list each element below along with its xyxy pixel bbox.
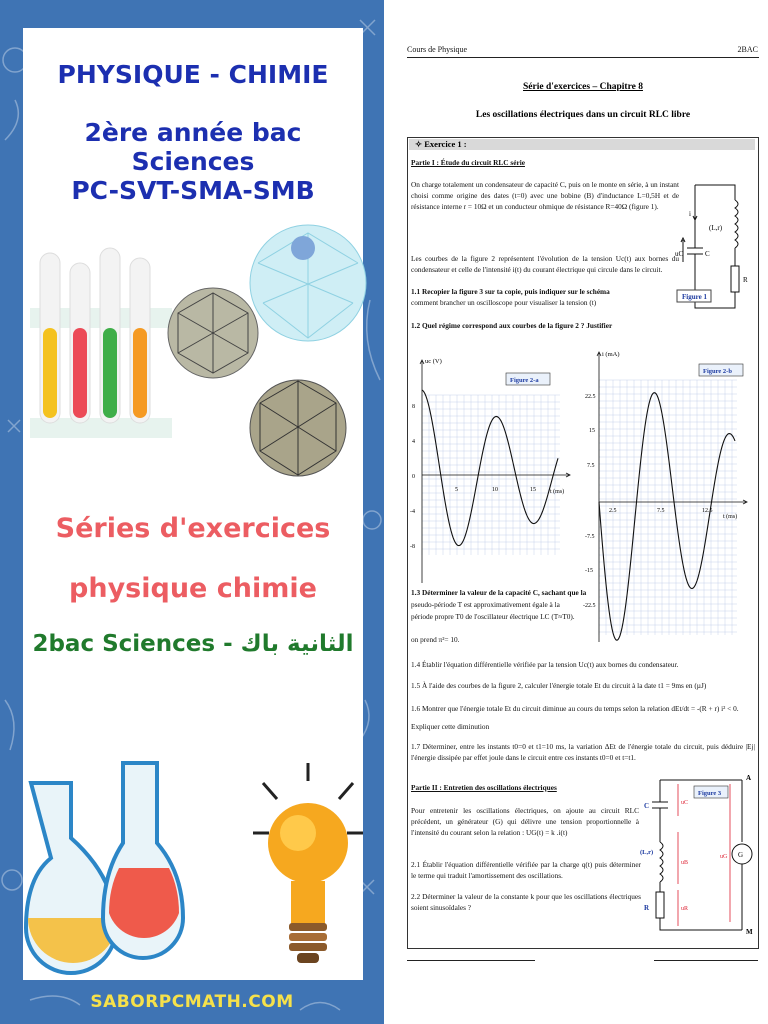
figure-2b-label: Figure 2-b [703,368,732,375]
graph-b-xtick: 7.5 [657,508,665,514]
doc-subtitle: Les oscillations électriques dans un circuit RLC libre [475,110,691,120]
graph-b-ytick: 7.5 [587,463,595,469]
test-tubes-icon [28,238,178,468]
graph-a-xtick: 10 [492,487,498,493]
label-g: G [738,851,744,859]
graph-a-ytick: 8 [412,404,415,410]
node-m: M [746,928,753,936]
graph-2b [583,350,757,645]
part2-title: Partie II : Entretien des oscillations électriques [411,783,557,792]
question-1-4: 1.4 Établir l'équation différentielle vérifiée par la tension Uc(t) aux bornes du condensateur. [411,660,679,669]
flasks-icon [23,763,183,978]
graph-a-ytick: -8 [410,544,415,550]
figure-2a-label: Figure 2-a [510,377,539,384]
exercise-heading: ✧ Exercice 1 : [409,139,755,150]
cover-subtitle-line2: physique chimie [69,573,317,604]
question-1-3c: période propre T0 de l'oscillateur électrique LC (T≈T0). [411,612,575,621]
question-1-6b: Expliquer cette diminution [411,722,490,731]
graph-a-ytick: -4 [410,509,415,515]
graph-a-ytick: 0 [412,474,415,480]
cover-title-line2: 2ère année bac Sciences [84,118,302,176]
label-lr: (L,r) [709,224,723,232]
circuit-figure-3 [642,772,757,937]
graph-a-xlabel: t (ms) [550,489,565,495]
graph-b-ylabel: i (mA) [602,351,620,358]
figure-1-label: Figure 1 [682,293,707,301]
question-1-3b: pseudo-période T est approximativement égale à la [411,600,560,609]
graph-a-ytick: 4 [412,439,415,445]
label-lr3: (L,r) [640,849,654,856]
question-1-7: 1.7 Déterminer, entre les instants t0=0 et t1=10 ms, la variation ΔEt de l'énergie totale du circuit, puis déduire |Ej| l'énergie dissipée par effet joule dans le circuit entre ces instants t0=0 et t=t1. [411,742,755,762]
footer-rule-left [407,960,535,961]
paragraph-3: Pour entretenir les oscillations électriques, on ajoute au circuit RLC précédent, un générateur (G) qui délivre une tension proportionnelle à l'intensité du courant selon la relation : UG(t) = k .i(t) [411,806,639,837]
label-ug3: uG [720,854,728,860]
label-uc3: uC [681,800,689,806]
graph-a-ylabel: uc (V) [425,358,442,365]
site-footer[interactable]: SABORPCMATH.COM [90,992,294,1012]
graph-b-ytick: -22.5 [583,603,596,609]
question-2-2: 2.2 Déterminer la valeur de la constante k pour que les oscillations électriques soient sinusoïdales ? [411,892,641,912]
question-1-5: 1.5 À l'aide des courbes de la figure 2, calculer l'énergie totale Et du circuit à la date t1 = 9ms en (µJ) [411,681,707,690]
document-page [390,0,768,1024]
paragraph-2: Les courbes de la figure 2 représentent l'évolution de la tension Uc(t) aux bornes du condensateur et celle de l'intensité i(t) du courant électrique qui circule dans le circuit. [411,254,679,274]
label-ub3: uB [681,860,689,866]
label-c3: C [644,802,650,810]
label-c: C [705,250,710,258]
geodesic-spheres-icon [168,253,363,503]
question-1-6: 1.6 Montrer que l'énergie totale Et du circuit diminue au cours du temps selon la relation dEt/dt = -(R + r) i² < 0. [411,704,739,713]
question-2-1: 2.1 Établir l'équation différentielle vérifiée par la charge q(t) puis déterminer le terme qui traduit l'amortissement des oscillations. [411,860,641,880]
header-left: Cours de Physique [407,45,467,54]
graph-b-xlabel: t (ms) [723,514,738,520]
graph-a-xtick: 5 [455,487,458,493]
question-1-1b: comment brancher un oscilloscope pour visualiser la tension (t) [411,298,597,307]
question-1-3a: 1.3 Déterminer la valeur de la capacité C, sachant que la [411,588,587,597]
cover-card [23,28,363,980]
graph-a-xtick: 15 [530,487,536,493]
graph-b-xtick: 12.5 [702,508,713,514]
label-ur3: uR [681,906,689,912]
cover-subtitle-line1: Séries d'exercices [55,513,331,544]
graph-b-ytick: -7.5 [585,534,595,540]
node-a: A [746,774,752,782]
cover-subtitle-line3: 2bac Sciences - الثانية باك [32,631,354,657]
graph-b-ytick: -15 [585,568,593,574]
header-rule [407,57,759,58]
graph-2a [410,355,585,585]
cover-title-line1: PHYSIQUE - CHIMIE [57,60,329,89]
paragraph-1: On charge totalement un condensateur de capacité C, puis on le monte en série, à un instant choisi comme origine des dates (t=0) avec une bobine (B) d'inductance L=0,5H et de résistance interne r = 10Ω et un conducteur ohmique de résistance R=40Ω (figure 1). [411,180,679,211]
label-r: R [743,276,748,284]
header-right: 2BAC [737,45,758,54]
cover-title-line3: PC-SVT-SMA-SMB [71,176,315,205]
question-1-1a: 1.1 Recopier la figure 3 sur ta copie, puis indiquer sur le schéma [411,287,610,296]
figure-3-label: Figure 3 [698,790,722,797]
circuit-figure-1 [675,180,755,315]
question-1-2: 1.2 Quel régime correspond aux courbes de la figure 2 ? Justifier [411,321,613,330]
part1-title: Partie I : Étude du circuit RLC série [411,158,525,167]
graph-b-ytick: 15 [589,428,595,434]
label-r3: R [644,904,650,912]
footer-rule-right [654,960,758,961]
question-1-3d: on prend π²= 10. [411,635,460,644]
label-i: i [689,210,691,218]
label-uc: uC [675,250,684,258]
graph-b-ytick: 22.5 [585,394,596,400]
graph-b-xtick: 2.5 [609,508,617,514]
light-bulb-icon [253,763,363,978]
doc-title: Série d'exercices – Chapitre 8 [523,82,643,92]
